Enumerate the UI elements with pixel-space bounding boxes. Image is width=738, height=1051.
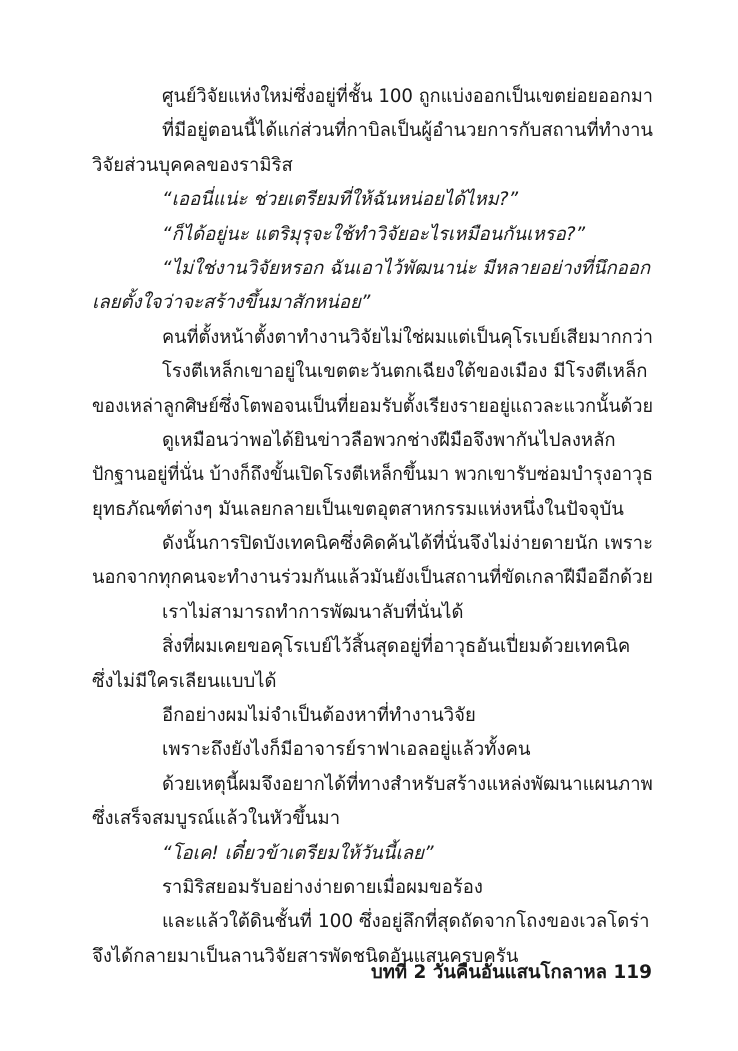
text-line: ยุทธภัณฑ์ต่างๆ มันเลยกลายเป็นเขตอุตสาหกรรมแห่งหนึ่งในปัจจุบัน: [92, 498, 624, 520]
dialogue-line: “โอเค! เดี๋ยวข้าเตรียมให้วันนี้เลย”: [162, 842, 434, 864]
text-line: นอกจากทุกคนจะทำงานร่วมกันแล้วมันยังเป็นสถานที่ขัดเกลาฝีมืออีกด้วย: [92, 567, 653, 589]
text-line: ซึ่งเสร็จสมบูรณ์แล้วในหัวขึ้นมา: [92, 808, 341, 830]
dialogue-line: เลยตั้งใจว่าจะสร้างขึ้นมาสักหน่อย”: [92, 292, 371, 314]
text-line: ซึ่งไม่มีใครเลียนแบบได้: [92, 670, 277, 692]
dialogue-line: “ก็ได้อยู่นะ แตริมุรุจะใช้ทำวิจัยอะไรเหมือนกันเหรอ?”: [162, 223, 586, 245]
text-line: อีกอย่างผมไม่จำเป็นต้องหาที่ทำงานวิจัย: [162, 705, 476, 727]
text-line: ที่มีอยู่ตอนนี้ได้แก่ส่วนที่กาบิลเป็นผู้อำนวยการกับสถานที่ทำงาน: [162, 120, 653, 142]
page-body: [92, 80, 653, 974]
text-line: สิ่งที่ผมเคยขอคุโรเบย์ไว้สิ้นสุดอยู่ที่อาวุธอันเปี่ยมด้วยเทคนิค: [162, 636, 631, 658]
text-line: เราไม่สามารถทำการพัฒนาลับที่นั่นได้: [162, 601, 464, 623]
text-line: รามิริสยอมรับอย่างง่ายดายเมื่อผมขอร้อง: [162, 876, 483, 898]
text-line: เพราะถึงยังไงก็มีอาจารย์ราฟาเอลอยู่แล้วทั้งคน: [162, 739, 531, 761]
text-line: วิจัยส่วนบุคคลของรามิริส: [92, 154, 293, 176]
text-line: ของเหล่าลูกศิษย์ซึ่งโตพอจนเป็นที่ยอมรับตั้งเรียงรายอยู่แถวละแวกนั้นด้วย: [92, 395, 653, 417]
text-line: จึงได้กลายมาเป็นลานวิจัยสารพัดชนิดอันแสนครบครัน: [92, 945, 519, 967]
text-line: ด้วยเหตุนี้ผมจึงอยากได้ที่ทางสำหรับสร้างแหล่งพัฒนาแผนภาพ: [162, 773, 653, 795]
dialogue-line: “เออนี่แน่ะ ช่วยเตรียมที่ให้ฉันหน่อยได้ไหม?”: [162, 189, 519, 211]
text-line: โรงตีเหล็กเขาอยู่ในเขตตะวันตกเฉียงใต้ของเมือง มีโรงตีเหล็ก: [162, 361, 648, 383]
text-line: และแล้วใต้ดินชั้นที่ 100 ซึ่งอยู่ลึกที่สุดถัดจากโถงของเวลโดร่า: [162, 911, 650, 933]
text-line: ดังนั้นการปิดบังเทคนิคซึ่งคิดค้นได้ที่นั่นจึงไม่ง่ายดายนัก เพราะ: [162, 533, 653, 555]
text-line: ปักฐานอยู่ที่นั่น บ้างก็ถึงขั้นเปิดโรงตีเหล็กขึ้นมา พวกเขารับซ่อมบำรุงอาวุธ: [92, 464, 653, 486]
text-line: ดูเหมือนว่าพอได้ยินข่าวลือพวกช่างฝีมือจึงพากันไปลงหลัก: [162, 429, 616, 451]
text-line: ศูนย์วิจัยแห่งใหม่ซึ่งอยู่ที่ชั้น 100 ถูกแบ่งออกเป็นเขตย่อยออกมา: [162, 86, 653, 107]
page-footer: บทที่ 2 วันคืนอันแสนโกลาหล 119: [370, 962, 652, 983]
text-line: คนที่ตั้งหน้าตั้งตาทำงานวิจัยไม่ใช่ผมแต่เป็นคุโรเบย์เสียมากกว่า: [162, 326, 653, 348]
dialogue-line: “ไม่ใช่งานวิจัยหรอก ฉันเอาไว้พัฒนาน่ะ มีหลายอย่างที่นึกออก: [162, 257, 651, 279]
